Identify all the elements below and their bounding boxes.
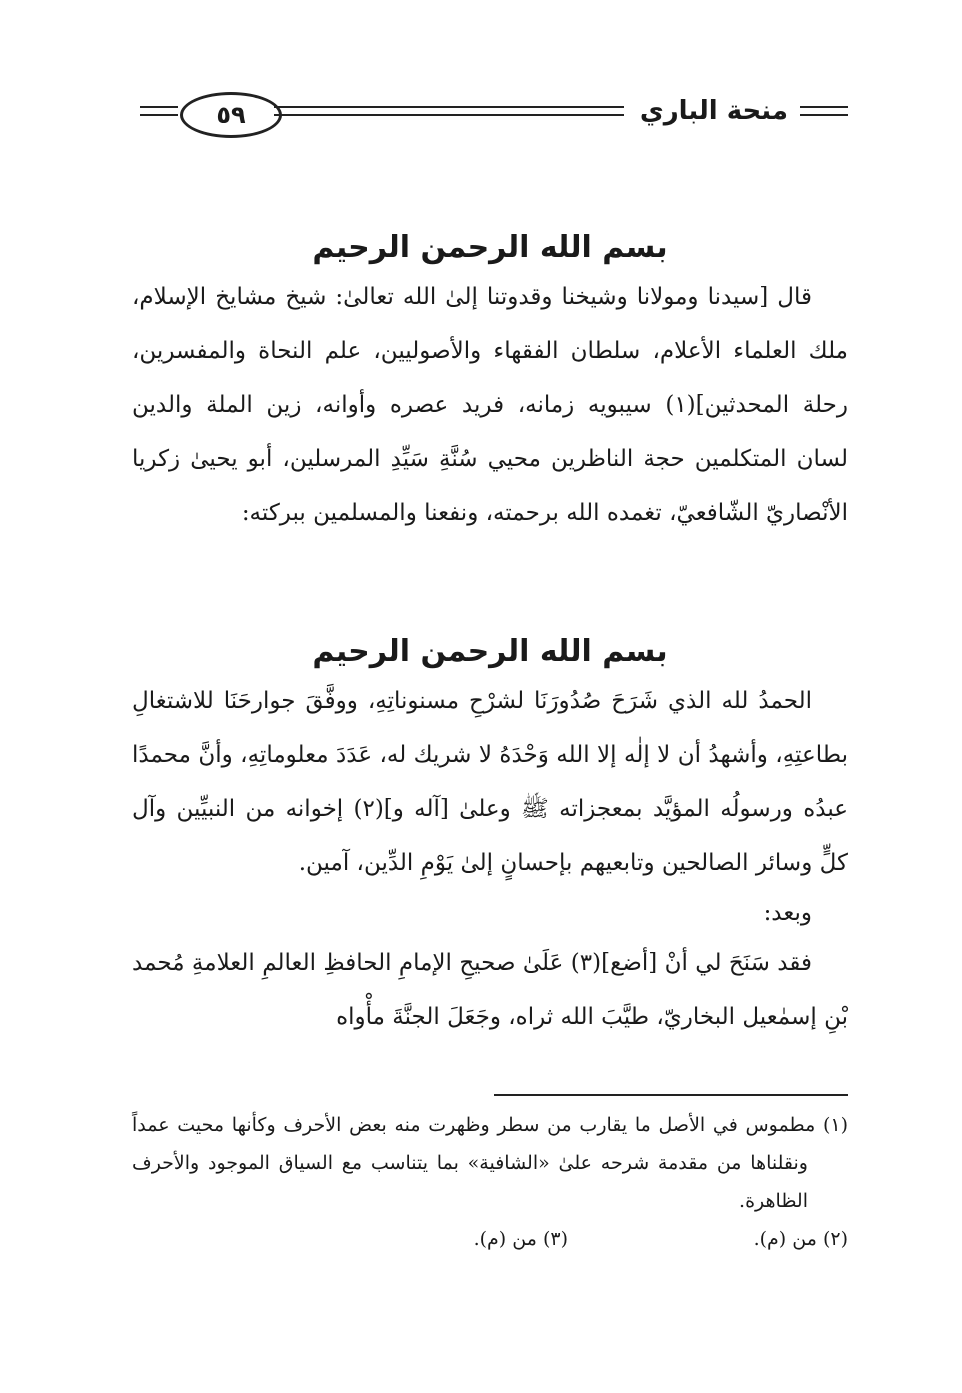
- footnote-row: [132, 1220, 848, 1258]
- header-rule-middle-top: [274, 106, 624, 108]
- purpose-paragraph: فقد سَنَحَ لي أنْ [أضع](٣) عَلَىٰ صحيحِ الإمامِ الحافظِ العالمِ العلامةِ مُحمد بْنِ إسمٰعيل البخاريّ، طيَّبَ الله ثراه، وجَعَلَ الجنَّةَ مأْواه: [132, 950, 848, 1030]
- header-rule-left-top: [140, 106, 178, 108]
- intro-paragraph: قال [سيدنا ومولانا وشيخنا وقدوتنا إلىٰ الله تعالىٰ: شيخ مشايخ الإسلام، ملك العلماء الأعلام، سلطان الفقهاء والأصوليين، علم النحاة والمفسرين، رحلة المحدثين](١) سيبويه زمانه، فريد عصره وأوانه، زين الملة والدين لسان المتكلمين حجة الناظرين محيي سُنَّةِ سَيِّدِ المرسلين، أبو يحيىٰ زكريا الأنْصاريّ الشّافعيّ، تغمده الله برحمته، ونفعنا والمسلمين ببركته:: [132, 284, 848, 526]
- basmala-heading-2: بسم الله الرحمن الرحيم: [312, 634, 668, 669]
- header-rule-right-bottom: [800, 114, 848, 116]
- basmala-heading: بسم الله الرحمن الرحيم: [312, 230, 668, 265]
- hamd-paragraph: الحمدُ لله الذي شَرَحَ صُدُورَنَا لشرْحِ مسنوناتِهِ، ووفَّقَ جوارحَنَا للاشتغالِ بطاعتِهِ، وأشهدُ أن لا إلٰه إلا الله وَحْدَهُ لا شريك له، عَدَدَ معلوماتِهِ، وأنَّ محمدًا عبدُه ورسولُه المؤيَّد بمعجزاته ﷺ وعلىٰ [آله و](٢) إخوانه من النبيِّين وآل كلٍّ وسائر الصالحين وتابعيهم بإحسانٍ إلىٰ يَوْمِ الدِّين، آمين.: [132, 688, 848, 876]
- section-main: [132, 630, 848, 1044]
- page-header: [140, 92, 848, 140]
- footnote-3: (٣) من (م).: [473, 1228, 568, 1250]
- wa-bad-label: وبعد:: [763, 900, 812, 926]
- header-rule-middle-bottom: [274, 114, 624, 116]
- section-intro: [132, 226, 848, 540]
- footnotes: [132, 1106, 848, 1258]
- running-title: منحة الباري: [639, 96, 788, 126]
- footnote-1: (١) مطموس في الأصل ما يقارب من سطر وظهرت منه بعض الأحرف وكأنها محيت عمداً ونقلناها من مقدمة شرحه علىٰ «الشافية» بما يتناسب مع السياق الموجود والأحرف الظاهرة.: [132, 1114, 848, 1212]
- page-number: ٥٩: [180, 92, 282, 138]
- header-rule-left-bottom: [140, 114, 178, 116]
- footnote-separator: [494, 1094, 848, 1096]
- header-rule-right-top: [800, 106, 848, 108]
- footnote-2: (٢) من (م).: [753, 1228, 848, 1250]
